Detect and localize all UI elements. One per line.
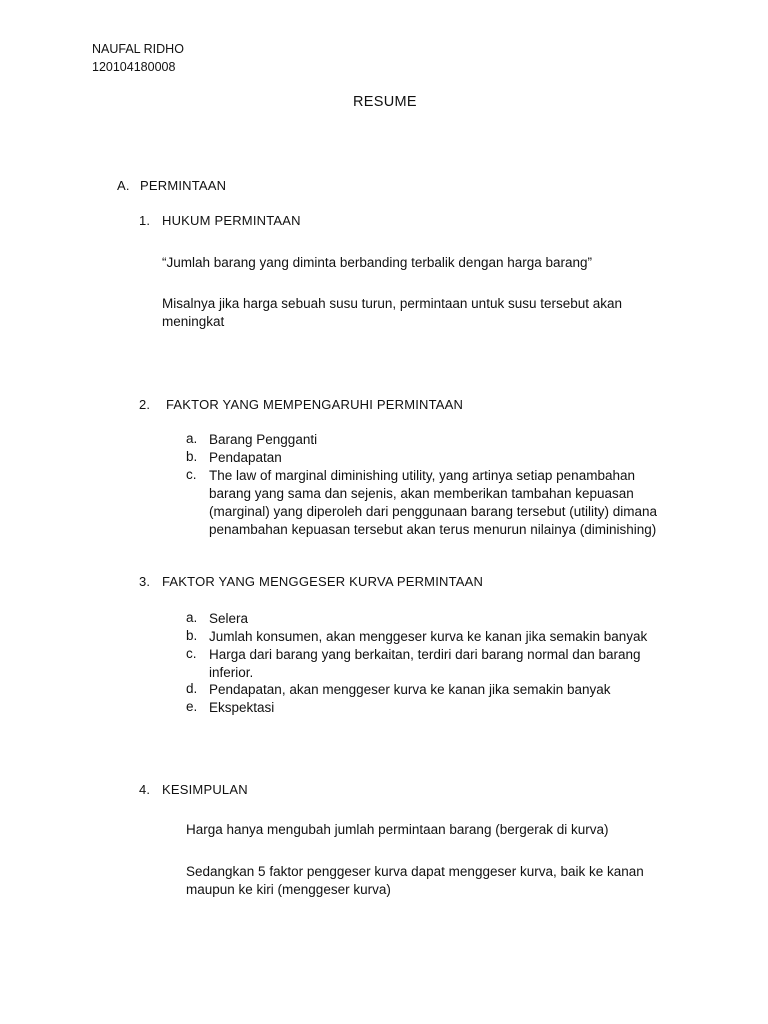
section-2-marker: 2. xyxy=(139,397,151,412)
section-1-marker: 1. xyxy=(139,213,151,228)
section-3-heading: FAKTOR YANG MENGGESER KURVA PERMINTAAN xyxy=(162,574,484,589)
list-item: Barang Pengganti xyxy=(209,432,318,447)
list-item: Harga dari barang yang berkaitan, terdiri dari barang normal dan barang inferior. xyxy=(209,647,641,680)
law-example: Misalnya jika harga sebuah susu turun, permintaan untuk susu tersebut akan meningkat xyxy=(162,296,623,329)
list-item: Selera xyxy=(209,611,249,626)
author-name: NAUFAL RIDHO xyxy=(92,42,184,56)
list-item-marker: a. xyxy=(186,610,198,625)
list-item-marker: d. xyxy=(186,681,198,696)
law-quote: “Jumlah barang yang diminta berbanding terbalik dengan harga barang” xyxy=(162,255,593,270)
list-item-marker: b. xyxy=(186,449,198,464)
section-1-heading: HUKUM PERMINTAAN xyxy=(162,213,301,228)
list-item-marker: c. xyxy=(186,646,197,661)
list-item: Pendapatan, akan menggeser kurva ke kanan jika semakin banyak xyxy=(209,682,611,697)
list-item-marker: c. xyxy=(186,467,197,482)
list-item-marker: b. xyxy=(186,628,198,643)
list-item: Pendapatan xyxy=(209,450,282,465)
conclusion-paragraph-1: Harga hanya mengubah jumlah permintaan barang (bergerak di kurva) xyxy=(186,822,609,837)
section-2-heading: FAKTOR YANG MEMPENGARUHI PERMINTAAN xyxy=(166,397,464,412)
section-a-marker: A. xyxy=(117,178,130,193)
section-a-heading: PERMINTAAN xyxy=(140,178,227,193)
list-item-marker: a. xyxy=(186,431,198,446)
conclusion-paragraph-2: Sedangkan 5 faktor penggeser kurva dapat menggeser kurva, baik ke kanan maupun ke kiri (menggeser kurva) xyxy=(186,864,644,897)
list-item: Ekspektasi xyxy=(209,700,275,715)
section-4-heading: KESIMPULAN xyxy=(162,782,248,797)
document-title: RESUME xyxy=(353,94,417,110)
author-id: 120104180008 xyxy=(92,60,176,74)
list-item: The law of marginal diminishing utility, yang artinya setiap penambahan barang yang sama dan sejenis, akan memberikan tambahan kepuasan (marginal) yang diperoleh dari penggunaan barang tersebut (utility) dimana penambahan kepuasan tersebut akan terus menurun nilainya (diminishing) xyxy=(209,468,658,537)
list-item: Jumlah konsumen, akan menggeser kurva ke kanan jika semakin banyak xyxy=(209,629,648,644)
section-3-marker: 3. xyxy=(139,574,151,589)
list-item-marker: e. xyxy=(186,699,198,714)
section-4-marker: 4. xyxy=(139,782,151,797)
